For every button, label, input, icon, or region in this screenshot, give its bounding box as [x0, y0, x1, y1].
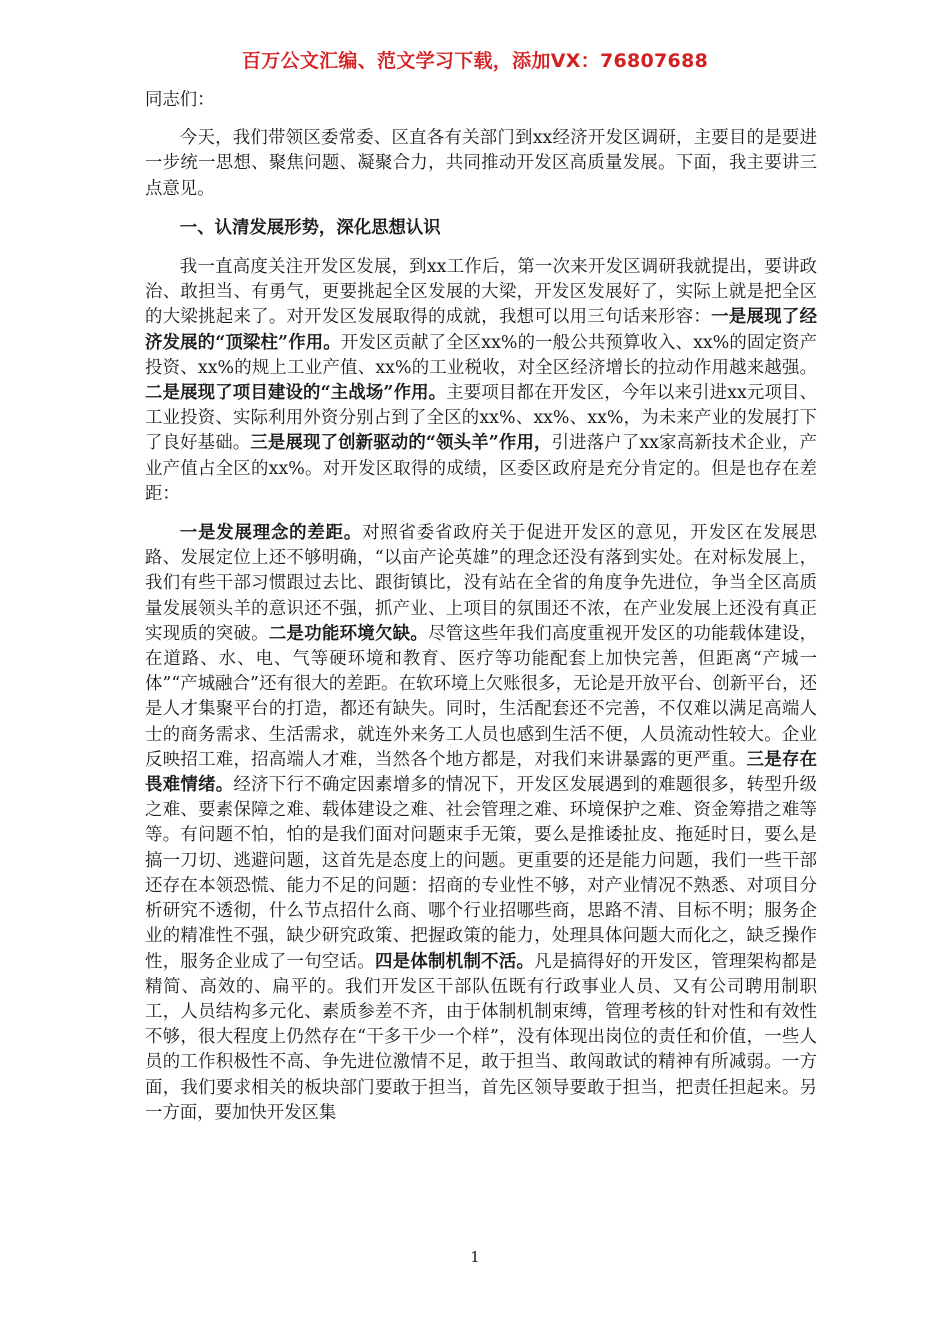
text-run: 开发区贡献了全区xx%的一般公共预算收入、xx%的固定资产投资、xx%的规上工业产值、xx%的工业税收，对全区经济增长的拉动作用越来越强。	[145, 332, 817, 378]
salutation: 同志们：	[145, 90, 215, 110]
text-run: 凡是搞得好的开发区，管理架构都是精简、高效的、扁平的。我们开发区干部队伍既有行政事业人员、又有公司聘用制职工，人员结构多元化、素质参差不齐，由于体制机制束缚，管理考核的针对性和有效性不够，很大程度上仍然存在“干多干少一个样”，没有体现出岗位的责任和价值，一些人员的工作积极性不高、争先进位激情不足，敢于担当、敢闯敢试的精神有所减弱。一方面，我们要求相关的板块部门要敢于担当，首先区领导要敢于担当，把责任担起来。另一方面，要加快开发区集	[145, 951, 817, 1123]
bold-gap-1: 一是发展理念的差距。	[179, 523, 363, 544]
text-run: 对照省委省政府关于促进开发区的意见，开发区在发展思路、发展定位上还不够明确，“以亩产论英雄”的理念还没有落到实处。在对标发展上，我们有些干部习惯跟过去比、跟街镇比，没有站在全省的角度争先进位，争当全区高质量发展领头羊的意识还不强，抓产业、上项目的氛围还不浓，在产业发展上还没有真正实现质的突破。	[145, 523, 817, 644]
text-run: 引进落户了xx家高新技术企业，产业产值占全区的xx%。对开发区取得的成绩，区委区政府是充分肯定的。但是也存在差距：	[145, 433, 817, 504]
bold-point-3: 三是展现了创新驱动的“领头羊”作用，	[250, 433, 552, 454]
section-heading-1: 一、认清发展形势，深化思想认识	[179, 217, 441, 238]
bold-gap-2: 二是功能环境欠缺。	[268, 623, 429, 644]
intro-paragraph: 今天，我们带领区委常委、区直各有关部门到xx经济开发区调研，主要目的是要进一步统一思想、聚焦问题、凝聚合力，共同推动开发区高质量发展。下面，我主要讲三点意见。	[145, 128, 817, 199]
text-run: 我一直高度关注开发区发展，到xx工作后，第一次来开发区调研我就提出，要讲政治、敢担当、有勇气，更要挑起全区发展的大梁，开发区发展好了，实际上就是把全区的大梁挑起来了。对开发区发展取得的成就，我想可以用三句话来形容：	[145, 257, 817, 328]
paragraph-gaps	[145, 521, 817, 1126]
watermark-banner: 百万公文汇编、范文学习下载，添加VX：76807688	[241, 50, 709, 72]
paragraph-achievements	[145, 255, 817, 507]
text-run: 经济下行不确定因素增多的情况下，开发区发展遇到的难题很多，转型升级之难、要素保障之难、载体建设之难、社会管理之难、环境保护之难、资金筹措之难等等。有问题不怕，怕的是我们面对问题束手无策，要么是推诿扯皮、拖延时日，要么是搞一刀切、逃避问题，这首先是态度上的问题。更重要的还是能力问题，我们一些干部还存在本领恐慌、能力不足的问题：招商的专业性不够，对产业情况不熟悉、对项目分析研究不透彻，什么节点招什么商、哪个行业招哪些商，思路不清、目标不明；服务企业的精准性不强，缺少研究政策、把握政策的能力，处理具体问题大而化之，缺乏操作性，服务企业成了一句空话。	[145, 775, 817, 972]
page-number: 1	[470, 1248, 480, 1266]
bold-gap-4: 四是体制机制不活。	[374, 951, 535, 972]
bold-gap-3: 三是存在畏难情绪。	[145, 749, 817, 796]
text-run: 主要项目都在开发区，今年以来引进xx元项目、工业投资、实际利用外资分别占到了全区的xx%、xx%、xx%，为未来产业的发展打下了良好基础。	[145, 383, 817, 454]
text-run: 尽管这些年我们高度重视开发区的功能载体建设，在道路、水、电、气等硬环境和教育、医疗等功能配套上加快完善，但距离“产城一体”“产城融合”还有很大的差距。在软环境上欠账很多，无论是开放平台、创新平台，还是人才集聚平台的打造，都还有缺失。同时，生活配套还不完善，不仅难以满足高端人士的商务需求、生活需求，就连外来务工人员也感到生活不便，人员流动性较大。企业反映招工难，招高端人才难，当然各个地方都是，对我们来讲暴露的更严重。	[145, 623, 817, 770]
document-body	[145, 88, 817, 1126]
bold-point-1: 一是展现了经济发展的“顶梁柱”作用。	[145, 307, 817, 353]
bold-point-2: 二是展现了项目建设的“主战场”作用。	[145, 383, 447, 404]
